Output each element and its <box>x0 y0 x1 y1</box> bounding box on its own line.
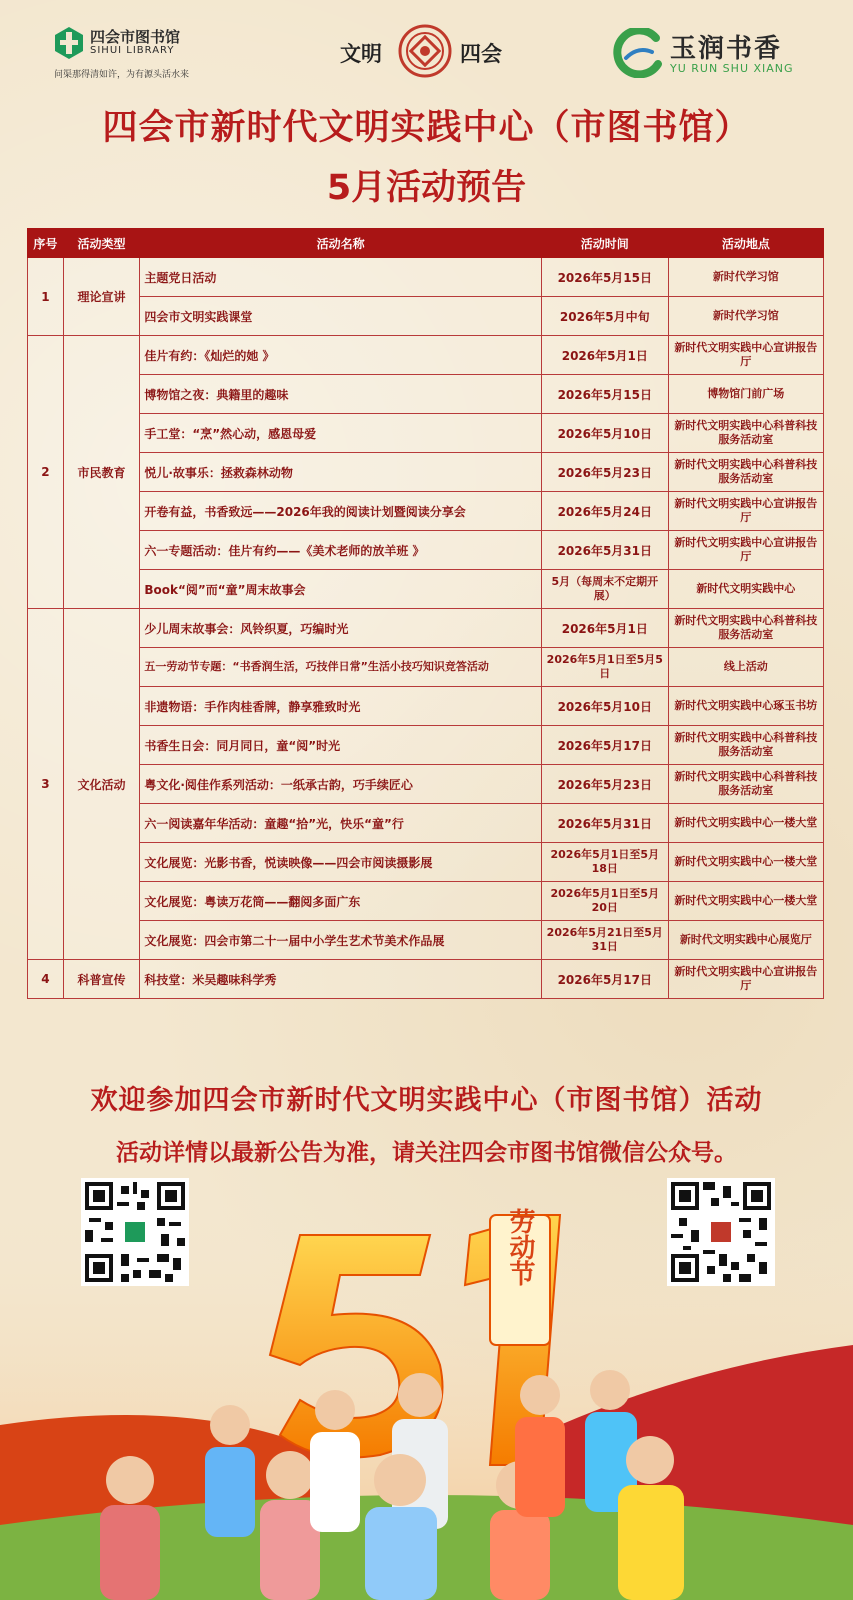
table-row <box>28 765 824 804</box>
activity-time: 2026年5月15日 <box>541 375 668 414</box>
activity-time: 2026年5月23日 <box>541 453 668 492</box>
header-place: 活动地点 <box>668 229 823 258</box>
activity-place: 新时代文明实践中心宣讲报告厅 <box>668 336 823 375</box>
table-row <box>28 804 824 843</box>
group-no: 4 <box>28 960 64 999</box>
activity-time: 2026年5月31日 <box>541 804 668 843</box>
activity-place: 线上活动 <box>668 648 823 687</box>
table-row <box>28 960 824 999</box>
table-row <box>28 492 824 531</box>
activity-time: 2026年5月23日 <box>541 765 668 804</box>
activity-place: 新时代文明实践中心琢玉书坊 <box>668 687 823 726</box>
qr-code-right <box>667 1178 775 1286</box>
group-no: 1 <box>28 258 64 336</box>
follow-notice: 活动详情以最新公告为准，请关注四会市图书馆微信公众号。 <box>116 1140 737 1166</box>
library-emblem-icon <box>54 26 84 60</box>
table-header-row <box>28 229 824 258</box>
activity-name: 主题党日活动 <box>140 258 542 297</box>
brand-swirl-icon <box>612 28 666 78</box>
activity-name: 文化展览：粤读万花筒——翻阅多面广东 <box>140 882 542 921</box>
table-row <box>28 687 824 726</box>
activity-place: 新时代学习馆 <box>668 297 823 336</box>
activity-time: 2026年5月10日 <box>541 687 668 726</box>
activity-place: 新时代文明实践中心一楼大堂 <box>668 804 823 843</box>
table-row <box>28 336 824 375</box>
activity-name: 书香生日会：同月同日，童“阅”时光 <box>140 726 542 765</box>
activity-place: 新时代文明实践中心宣讲报告厅 <box>668 492 823 531</box>
table-row <box>28 726 824 765</box>
group-no: 2 <box>28 336 64 609</box>
activity-place: 新时代文明实践中心科普科技服务活动室 <box>668 765 823 804</box>
header-no: 序号 <box>28 229 64 258</box>
activity-time: 2026年5月1日至5月5日 <box>541 648 668 687</box>
table-row <box>28 531 824 570</box>
activity-time: 5月（每周末不定期开展） <box>541 570 668 609</box>
activity-time: 2026年5月中旬 <box>541 297 668 336</box>
activity-place: 新时代学习馆 <box>668 258 823 297</box>
activity-name: 博物馆之夜：典籍里的趣味 <box>140 375 542 414</box>
activity-name: 科技堂：米吴趣味科学秀 <box>140 960 542 999</box>
header-name: 活动名称 <box>140 229 542 258</box>
activity-time: 2026年5月10日 <box>541 414 668 453</box>
activity-name: 文化展览：四会市第二十一届中小学生艺术节美术作品展 <box>140 921 542 960</box>
civilization-logo <box>340 24 520 78</box>
banner-text: 劳动节 <box>505 1208 535 1286</box>
activity-name: 文化展览：光影书香，悦读映像——四会市阅读摄影展 <box>140 843 542 882</box>
activity-name: 五一劳动节专题：“书香润生活，巧技伴日常”生活小技巧知识竞答活动 <box>140 648 542 687</box>
welcome-notice: 欢迎参加四会市新时代文明实践中心（市图书馆）活动 <box>90 1085 763 1116</box>
activity-place: 新时代文明实践中心科普科技服务活动室 <box>668 726 823 765</box>
brand-logo <box>612 28 812 84</box>
activity-time: 2026年5月31日 <box>541 531 668 570</box>
brand-cn-name: 玉润书香 <box>670 34 783 64</box>
activity-place: 新时代文明实践中心宣讲报告厅 <box>668 960 823 999</box>
activity-name: 六一专题活动：佳片有约——《美术老师的放羊班 》 <box>140 531 542 570</box>
activity-place: 新时代文明实践中心宣讲报告厅 <box>668 531 823 570</box>
activity-time: 2026年5月21日至5月31日 <box>541 921 668 960</box>
activity-time: 2026年5月1日 <box>541 336 668 375</box>
activity-name: 佳片有约：《灿烂的她 》 <box>140 336 542 375</box>
activity-time: 2026年5月17日 <box>541 960 668 999</box>
activity-time: 2026年5月1日 <box>541 609 668 648</box>
group-type: 市民教育 <box>63 336 140 609</box>
library-name: 四会市图书馆 <box>90 28 181 46</box>
activity-name: Book“阅”而“童”周末故事会 <box>140 570 542 609</box>
group-no: 3 <box>28 609 64 960</box>
civilization-left-text: 文明 <box>340 42 382 66</box>
activity-name: 悦儿·故事乐：拯救森林动物 <box>140 453 542 492</box>
table-row <box>28 843 824 882</box>
table-row <box>28 609 824 648</box>
library-motto: 问渠那得清如许，为有源头活水来 <box>54 70 190 80</box>
activity-name: 手工堂：“烹”然心动，感恩母爱 <box>140 414 542 453</box>
activity-place: 新时代文明实践中心科普科技服务活动室 <box>668 609 823 648</box>
qr-code-left <box>81 1178 189 1286</box>
activity-time: 2026年5月1日至5月20日 <box>541 882 668 921</box>
activity-name: 四会市文明实践课堂 <box>140 297 542 336</box>
qr-code-left-icon <box>85 1182 185 1282</box>
activity-name: 非遗物语：手作肉桂香牌，静享雅致时光 <box>140 687 542 726</box>
table-row <box>28 375 824 414</box>
civilization-right-text: 四会 <box>460 42 502 66</box>
library-en-name: SIHUI LIBRARY <box>90 45 175 56</box>
table-row <box>28 882 824 921</box>
activity-place: 新时代文明实践中心科普科技服务活动室 <box>668 414 823 453</box>
activity-name: 粤文化·阅佳作系列活动：一纸承古韵，巧手续匠心 <box>140 765 542 804</box>
table-row <box>28 297 824 336</box>
activity-place: 新时代文明实践中心科普科技服务活动室 <box>668 453 823 492</box>
activity-name: 开卷有益，书香致远——2026年我的阅读计划暨阅读分享会 <box>140 492 542 531</box>
header-type: 活动类型 <box>63 229 140 258</box>
table-row <box>28 258 824 297</box>
table-row <box>28 570 824 609</box>
activity-time: 2026年5月15日 <box>541 258 668 297</box>
activity-place: 新时代文明实践中心一楼大堂 <box>668 843 823 882</box>
group-type: 理论宣讲 <box>63 258 140 336</box>
activity-place: 新时代文明实践中心展览厅 <box>668 921 823 960</box>
page-title: 四会市新时代文明实践中心（市图书馆） <box>102 108 751 148</box>
activity-name: 少儿周末故事会：风铃织夏，巧编时光 <box>140 609 542 648</box>
activity-time: 2026年5月1日至5月18日 <box>541 843 668 882</box>
header <box>0 0 853 95</box>
page-subtitle: 5月活动预告 <box>326 168 527 208</box>
activity-place: 博物馆门前广场 <box>668 375 823 414</box>
activity-time: 2026年5月24日 <box>541 492 668 531</box>
activity-schedule-table <box>27 228 824 999</box>
activity-place: 新时代文明实践中心 <box>668 570 823 609</box>
table-row <box>28 453 824 492</box>
group-type: 科普宣传 <box>63 960 140 999</box>
table-row <box>28 921 824 960</box>
activity-name: 六一阅读嘉年华活动：童趣“拾”光，快乐“童”行 <box>140 804 542 843</box>
activity-time: 2026年5月17日 <box>541 726 668 765</box>
activity-place: 新时代文明实践中心一楼大堂 <box>668 882 823 921</box>
brand-en-name: YU RUN SHU XIANG <box>670 62 794 75</box>
group-type: 文化活动 <box>63 609 140 960</box>
civilization-emblem-icon <box>398 24 452 78</box>
header-time: 活动时间 <box>541 229 668 258</box>
table-row <box>28 648 824 687</box>
qr-code-right-icon <box>671 1182 771 1282</box>
table-row <box>28 414 824 453</box>
